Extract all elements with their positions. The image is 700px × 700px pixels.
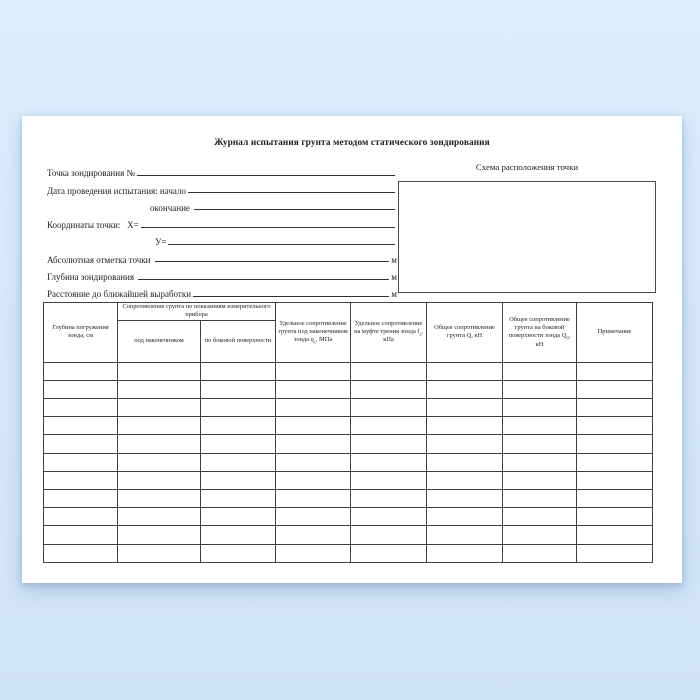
table-cell <box>44 471 118 489</box>
table-cell <box>44 526 118 544</box>
table-cell <box>201 544 276 562</box>
table-cell <box>44 362 118 380</box>
header-text: Общее сопротивление грунта на боковой поверхности зонда Q <box>508 315 570 340</box>
table-cell <box>118 362 201 380</box>
col-header-side-surface: по боковой поверхности <box>201 320 276 362</box>
form-field-distance-working <box>47 282 397 299</box>
table-row <box>44 471 653 489</box>
col-header-resistance-group: Сопротивление грунта по показаниям измерительного прибора <box>118 303 276 321</box>
col-header-friction-sleeve <box>351 303 427 363</box>
form-field-date-end <box>47 196 397 213</box>
table-cell <box>503 489 577 507</box>
table-cell <box>351 508 427 526</box>
table-cell <box>276 453 351 471</box>
table-cell <box>276 508 351 526</box>
table-cell <box>503 380 577 398</box>
table-cell <box>44 435 118 453</box>
table-cell <box>427 526 503 544</box>
col-header-total-side <box>503 303 577 363</box>
table-cell <box>427 417 503 435</box>
table-cell <box>44 380 118 398</box>
table-cell <box>427 471 503 489</box>
table-cell <box>201 380 276 398</box>
table-row <box>44 544 653 562</box>
table-header <box>44 303 653 363</box>
fill-in-line <box>138 279 389 280</box>
header-text: , кН <box>535 332 571 348</box>
table-cell <box>201 489 276 507</box>
field-label: Дата проведения испытания: начало <box>47 185 186 196</box>
header-text: Удельное сопротивление на муфте трения зонда f <box>354 319 423 336</box>
table-row <box>44 417 653 435</box>
table-cell <box>201 471 276 489</box>
fill-in-line <box>188 192 395 193</box>
table-cell <box>503 508 577 526</box>
table-row <box>44 399 653 417</box>
fill-in-line <box>141 227 395 228</box>
col-header-note: Примечание <box>577 303 653 363</box>
header-subscript: б <box>566 335 569 341</box>
field-label: У= <box>155 237 167 248</box>
table-cell <box>427 544 503 562</box>
form-field-coordinate-x <box>47 213 397 230</box>
table-cell <box>427 508 503 526</box>
header-text: Удельное сопротивление грунта под наконечником зонда q <box>278 319 348 344</box>
table-cell <box>351 380 427 398</box>
fill-in-line <box>137 175 395 176</box>
form-fields <box>47 161 397 299</box>
table-cell <box>44 544 118 562</box>
table-cell <box>351 435 427 453</box>
table-cell <box>427 489 503 507</box>
table-cell <box>276 435 351 453</box>
table-cell <box>118 508 201 526</box>
table-cell <box>351 489 427 507</box>
table-cell <box>351 471 427 489</box>
table-cell <box>201 399 276 417</box>
table-cell <box>276 417 351 435</box>
table-row <box>44 380 653 398</box>
table-row <box>44 453 653 471</box>
table-cell <box>201 417 276 435</box>
page-title: Журнал испытания грунта методом статического зондирования <box>214 138 490 148</box>
table-cell <box>44 489 118 507</box>
table-cell <box>577 380 653 398</box>
form-field-sounding-depth <box>47 265 397 282</box>
header-text: , кПа <box>383 328 423 344</box>
schema-location-box <box>398 181 656 293</box>
table-cell <box>201 453 276 471</box>
table-cell <box>503 471 577 489</box>
field-label: Координаты точки: Х= <box>47 220 139 231</box>
table-cell <box>276 471 351 489</box>
table-cell <box>118 435 201 453</box>
table-cell <box>503 435 577 453</box>
table-cell <box>44 453 118 471</box>
table-cell <box>427 435 503 453</box>
fill-in-line <box>194 209 395 210</box>
table-cell <box>351 453 427 471</box>
table-cell <box>503 417 577 435</box>
document-page <box>22 116 682 583</box>
table-row <box>44 508 653 526</box>
header-text: , МПа <box>315 336 333 344</box>
table-cell <box>577 489 653 507</box>
table-cell <box>577 471 653 489</box>
col-header-specific-tip <box>276 303 351 363</box>
table-cell <box>577 508 653 526</box>
table-cell <box>118 417 201 435</box>
table-cell <box>118 526 201 544</box>
fill-in-line <box>168 244 395 245</box>
table-cell <box>577 417 653 435</box>
table-cell <box>201 508 276 526</box>
table-row <box>44 489 653 507</box>
header-subscript: s <box>419 331 422 337</box>
table-cell <box>427 399 503 417</box>
unit-label: м <box>391 272 397 283</box>
table-cell <box>577 435 653 453</box>
table-cell <box>44 399 118 417</box>
col-header-depth: Глубина погружения зонда, см <box>44 303 118 363</box>
table-cell <box>276 544 351 562</box>
field-label: окончание <box>150 202 193 213</box>
table-cell <box>118 489 201 507</box>
form-field-coordinate-y <box>47 230 397 247</box>
table-cell <box>276 489 351 507</box>
table-cell <box>44 417 118 435</box>
table-cell <box>44 508 118 526</box>
table-cell <box>503 544 577 562</box>
field-label: Глубина зондирования <box>47 272 137 283</box>
table-cell <box>118 544 201 562</box>
col-header-total-resistance: Общее сопротивление грунта Q, кН <box>427 303 503 363</box>
table-cell <box>276 526 351 544</box>
field-label: Точка зондирования № <box>47 168 136 179</box>
table-cell <box>351 399 427 417</box>
fill-in-line <box>155 261 390 262</box>
table-cell <box>276 380 351 398</box>
table-cell <box>577 526 653 544</box>
table-cell <box>427 453 503 471</box>
field-label: Расстояние до ближайшей выработки <box>47 289 192 300</box>
form-field-point-number <box>47 161 397 178</box>
table-cell <box>351 526 427 544</box>
table-cell <box>577 399 653 417</box>
table-cell <box>118 471 201 489</box>
table-cell <box>577 453 653 471</box>
table-cell <box>276 399 351 417</box>
table-cell <box>201 362 276 380</box>
unit-label: м <box>391 254 397 265</box>
header-subscript: с <box>313 339 316 345</box>
form-field-absolute-mark <box>47 247 397 264</box>
schema-title: Схема расположения точки <box>475 162 579 172</box>
table-cell <box>577 544 653 562</box>
table-cell <box>503 526 577 544</box>
table-body <box>44 362 653 562</box>
table-cell <box>427 380 503 398</box>
table-cell <box>201 526 276 544</box>
table-cell <box>351 544 427 562</box>
table-cell <box>503 399 577 417</box>
sounding-table <box>43 302 653 563</box>
table-cell <box>503 453 577 471</box>
unit-label: м <box>391 289 397 300</box>
table-row <box>44 435 653 453</box>
fill-in-line <box>193 296 389 297</box>
field-label: Абсолютная отметка точки <box>47 254 153 265</box>
table-cell <box>118 453 201 471</box>
table-cell <box>201 435 276 453</box>
table-cell <box>276 362 351 380</box>
form-field-date-start <box>47 178 397 195</box>
table-row <box>44 362 653 380</box>
table-cell <box>351 417 427 435</box>
table-cell <box>503 362 577 380</box>
table-cell <box>118 399 201 417</box>
table-cell <box>577 362 653 380</box>
table-cell <box>118 380 201 398</box>
table-row <box>44 526 653 544</box>
table-cell <box>427 362 503 380</box>
table-cell <box>351 362 427 380</box>
col-header-under-tip: под наконечником <box>118 320 201 362</box>
